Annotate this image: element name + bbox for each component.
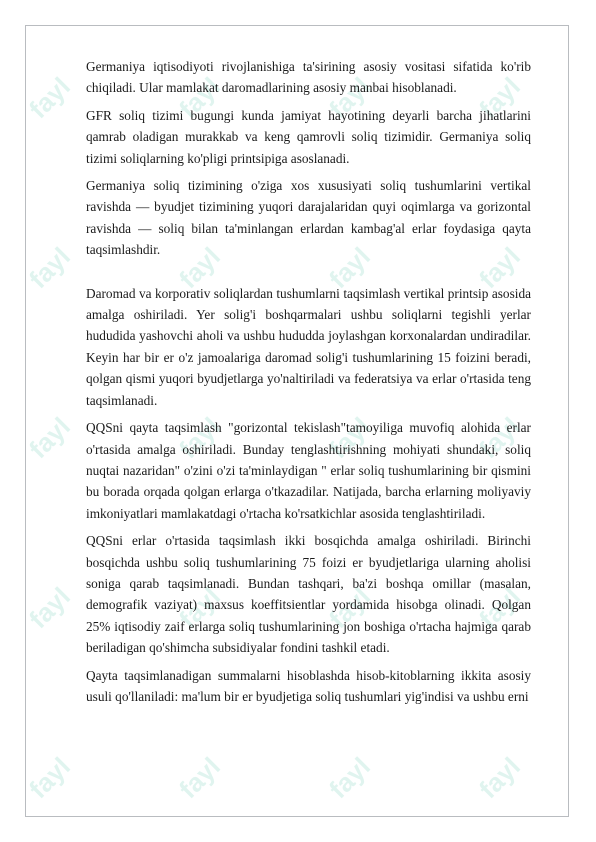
paragraph: Qayta taqsimlanadigan summalarni hisoblashda hisob-kitoblarning ikkita asosiy usuli qo'llaniladi: ma'lum bir er byudjetiga soliq tushumlari yig'indisi va ushbu erni [86,667,531,704]
watermark-mark: fayl [173,751,226,805]
watermark-mark: fayl [23,411,76,465]
watermark-mark: fayl [323,581,376,635]
paragraph: Germaniya soliq tizimining o'ziga xos xususiyati soliq tushumlarini vertikal ravishda — byudjet tizimining yuqori darajalaridan quyi oqimlarga va gorizontal ravishda — soliq bilan ta'minlangan erlardan kambag'al erlar foydasiga qayta taqsimlashdir. [86,178,531,258]
paragraph: QQSni erlar o'rtasida taqsimlash ikki bosqichda amalga oshiriladi. Birinchi bosqichda ushbu soliq tushumlarining 75 foizi er byudjetlariga ularning aholisi soniga qarab taqsimlanadi. Bundan tashqari, ba'zi boshqa omillar (masalan, demografik vaziyat) maxsus koeffitsientlar yordamida hisobga olinadi. Qolgan 25% iqtisodiy zaif erlarga soliq tushumlarining jon boshiga o'rtacha hajmiga qarab beriladigan qo'shimcha subsidiyalar fondini tashkil etadi. [86,533,531,656]
watermark-mark: fayl [173,411,226,465]
watermark-mark: fayl [473,411,526,465]
watermark-mark: fayl [173,581,226,635]
watermark-mark: fayl [173,71,226,125]
watermark-mark: fayl [23,751,76,805]
watermark-mark: fayl [23,71,76,125]
paragraph: Germaniya iqtisodiyoti rivojlanishiga ta'sirining asosiy vositasi sifatida ko'rib chiqiladi. Ular mamlakat daromadlarining asosiy manbai hisoblanadi. [86,59,531,96]
watermark-mark: fayl [473,71,526,125]
watermark-mark: fayl [473,751,526,805]
watermark-mark: fayl [23,581,76,635]
watermark-mark: fayl [23,241,76,295]
watermark-mark: fayl [323,71,376,125]
watermark-mark: fayl [323,751,376,805]
watermark-mark: fayl [323,241,376,295]
watermark-mark: fayl [473,581,526,635]
paragraph: Daromad va korporativ soliqlardan tushumlarni taqsimlash vertikal printsip asosida amalga oshiriladi. Yer solig'i boshqarmalari ushbu soliqlarni tegishli yerlar hududida yashovchi aholi va ushbu hududda joylashgan korxonalardan undiradilar. Keyin har bir er o'z jamoalariga daromad solig'i tushumlarining 15 foizini beradi, qolgan qismi yuqori byudjetlarga yo'naltiriladi va federatsiya va erlar o'rtasida teng taqsimlanadi. [86,285,531,408]
paragraph: QQSni qayta taqsimlash "gorizontal tekislash"tamoyiliga muvofiq alohida erlar o'rtasida amalga oshiriladi. Bunday tenglashtirishning mohiyati shundaki, soliq nuqtai nazaridan" o'zini o'zi ta'minlaydigan " erlar soliq tushumlarining bir qismini bu borada orqada qolgan erlarga o'tkazadilar. Natijada, barcha erlarning moliyaviy imkoniyatlari mamlakatdagi o'rtacha ko'rsatkichlar asosida tenglashtiriladi. [86,420,531,521]
watermark-mark: fayl [473,241,526,295]
watermark-mark: fayl [173,241,226,295]
document-body [86,56,531,713]
watermark-mark: fayl [323,411,376,465]
paragraph: GFR soliq tizimi bugungi kunda jamiyat hayotining deyarli barcha jihatlarini qamrab oladigan murakkab va keng qamrovli soliq tizimidir. Germaniya soliq tizimi soliqlarning ko'pligi printsipiga asoslanadi. [86,107,531,166]
